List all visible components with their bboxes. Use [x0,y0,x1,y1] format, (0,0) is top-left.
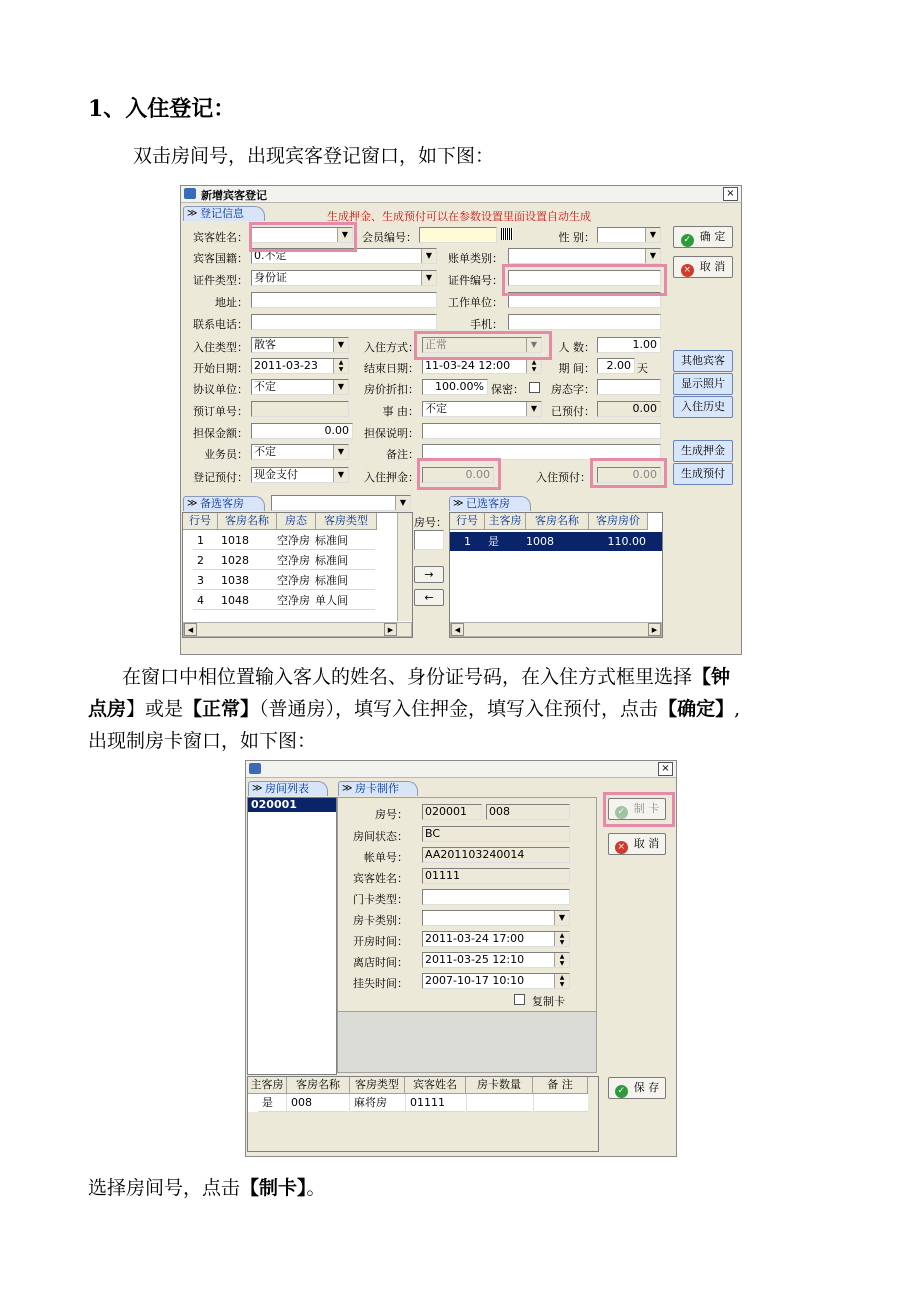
room-filter-select[interactable] [271,495,411,511]
address-label: 地址： [215,296,248,309]
guest-name-label: 宾客姓名： [353,872,408,885]
scroll-right-icon[interactable]: ▶ [648,623,661,636]
card-type-label: 门卡类型： [353,893,408,906]
highlight-make-card [603,792,675,827]
room-card-window [245,760,677,1157]
tab-label: 登记信息 [200,207,244,220]
app-icon [249,763,261,774]
tab-available-rooms[interactable] [183,496,265,511]
col-header[interactable]: 客房房价 [589,513,648,530]
guest-name-field: 01111 [422,868,570,884]
intro-paragraph: 双击房间号，出现宾客登记窗口，如下图： [133,145,495,167]
tab-label: 备选客房 [200,497,244,510]
chevron-down-icon[interactable]: ▼ [421,249,436,263]
spinner-icon[interactable]: ▲ ▼ [554,974,569,988]
chevron-down-icon[interactable]: ▼ [421,271,436,285]
show-photo-button[interactable]: 显示照片 [673,373,733,395]
reg-prepay-label: 登记预付： [193,471,248,484]
window-titlebar [246,761,676,778]
copy-card-checkbox[interactable] [514,994,525,1005]
highlight-deposit [417,458,501,490]
room-status-label: 房间状态： [353,830,408,843]
advance-label: 入住预付： [536,471,591,484]
table-cell[interactable]: 单人间 [311,591,375,610]
chevron-down-icon: ≫ [252,783,263,794]
bill-type-select[interactable] [508,248,661,264]
table-cell[interactable]: 1 [193,531,217,550]
discount-field[interactable]: 100.00% [422,379,488,395]
instruction-line-2: 点房】或是【正常】（普通房），填写入住押金，填写入住预付，点击【确定】, [88,698,741,720]
close-icon: × [681,264,694,277]
employer-label: 工作单位： [448,296,503,309]
period-unit-label: 天 [637,362,648,375]
table-cell[interactable]: 空净房 [273,591,313,610]
check-icon: ✓ [615,1085,628,1098]
member-no-field[interactable] [419,227,497,243]
list-item[interactable]: 020001 [248,798,336,812]
ok-button[interactable]: ✓ 确 定 [673,226,733,248]
table-cell[interactable]: 3 [193,571,217,590]
checkin-history-button[interactable]: 入住历史 [673,396,733,418]
close-icon[interactable]: × [658,762,673,776]
guest-name-label: 宾客姓名： [193,231,248,244]
remark-label: 备注： [386,448,419,461]
table-cell[interactable]: 01111 [405,1094,465,1112]
room-no-a-field: 020001 [422,804,482,820]
move-left-button[interactable]: ← [414,589,444,606]
col-header[interactable]: 行号 [183,513,218,530]
horizontal-scrollbar[interactable] [183,622,412,637]
final-instruction: 选择房间号，点击【制卡】。 [88,1177,326,1199]
secret-checkbox[interactable] [529,382,540,393]
secret-label: 保密： [491,383,524,396]
open-time-label: 开房时间： [353,935,408,948]
persons-field[interactable]: 1.00 [597,337,661,353]
table-cell[interactable]: 是 [258,1094,286,1112]
table-cell[interactable]: 2 [193,551,217,570]
id-no-label: 证件编号： [448,274,503,287]
table-row[interactable] [450,532,662,551]
chevron-down-icon[interactable]: ▼ [333,445,348,459]
highlight-id-number [502,264,667,296]
col-header[interactable]: 房卡数量 [466,1077,533,1094]
reason-label: 事 由： [382,405,419,418]
card-class-select[interactable] [422,910,570,926]
col-header[interactable]: 宾客姓名 [405,1077,466,1094]
chevron-down-icon[interactable]: ▼ [526,338,541,352]
col-header[interactable]: 备 注 [533,1077,588,1094]
start-date-label: 开始日期： [193,362,248,375]
room-list [247,797,337,1075]
salesman-select[interactable]: 不定 ▼ [251,444,349,460]
room-char-label: 房态字： [551,383,595,396]
table-cell[interactable]: 标准间 [311,531,375,550]
checkin-type-select[interactable]: 散客 ▼ [251,337,349,353]
bill-no-field: AA201103240014 [422,847,570,863]
copy-card-label: 复制卡 [532,995,565,1008]
open-time-field[interactable]: 2011-03-24 17:00 ▲ ▼ [422,931,570,947]
barcode-icon[interactable] [501,228,513,240]
chevron-down-icon[interactable]: ▼ [337,228,352,242]
move-right-button[interactable]: → [414,566,444,583]
chevron-down-icon[interactable]: ▼ [395,496,410,510]
phone-label: 联系电话： [193,318,248,331]
card-status-area [338,1011,596,1072]
checkin-mode-label: 入住方式： [364,341,419,354]
table-cell[interactable]: 麻将房 [349,1094,405,1112]
phone-field[interactable] [251,314,437,330]
col-header[interactable]: 客房名称 [287,1077,350,1094]
mobile-label: 手机： [470,318,503,331]
table-cell[interactable] [466,1094,532,1112]
checkin-mode-select[interactable]: 正常 ▼ [422,337,542,353]
guest-registration-window [180,185,742,655]
card-class-label: 房卡类别： [353,914,408,927]
start-date-field[interactable]: 2011-03-23 ▲ ▼ [251,358,349,374]
table-cell[interactable]: 008 [286,1094,348,1112]
reason-select[interactable]: 不定 ▼ [422,401,542,417]
agreement-select[interactable]: 不定 ▼ [251,379,349,395]
checkin-type-label: 入住类型： [193,341,248,354]
scroll-left-icon[interactable]: ◀ [451,623,464,636]
deposit-label: 入住押金： [364,471,419,484]
room-no-field[interactable] [414,530,444,550]
leave-time-field[interactable]: 2011-03-25 12:10 ▲ ▼ [422,952,570,968]
booking-no-field [251,401,349,417]
agreement-label: 协议单位： [193,383,248,396]
room-status-field: BC [422,826,570,842]
table-cell[interactable]: 1048 [217,591,275,610]
table-cell[interactable]: 4 [193,591,217,610]
table-cell[interactable]: 1008 [526,535,554,548]
table-row[interactable] [248,1094,588,1112]
deposit-field[interactable]: 0.00 [422,467,494,483]
bill-type-label: 账单类别： [448,252,503,265]
tab-label: 房卡制作 [355,782,399,795]
end-date-label: 结束日期： [364,362,419,375]
booking-no-label: 预订单号： [193,405,248,418]
table-cell[interactable]: 1038 [217,571,275,590]
col-header[interactable]: 主客房 [248,1077,287,1094]
leave-time-label: 离店时间： [353,956,408,969]
vertical-scrollbar[interactable] [397,513,412,621]
highlight-advance [590,458,667,488]
card-type-field[interactable] [422,889,570,905]
table-cell[interactable]: 空净房 [273,531,313,550]
spinner-icon[interactable]: ▲ ▼ [526,359,541,373]
table-cell[interactable]: 标准间 [311,551,375,570]
prepaid-field: 0.00 [597,401,661,417]
period-label: 期 间： [558,362,595,375]
reg-prepay-select[interactable]: 现金支付 ▼ [251,467,349,483]
period-field[interactable]: 2.00 [597,358,635,374]
salesman-label: 业务员： [204,448,248,461]
check-icon: ✓ [681,234,694,247]
make-card-button[interactable]: ✓ 制 卡 [608,798,666,820]
tab-card-making[interactable] [338,781,418,796]
prepaid-label: 已预付： [551,405,595,418]
table-cell[interactable]: 1 [464,535,471,548]
guarantee-note-label: 担保说明： [364,427,419,440]
table-cell[interactable] [533,1094,588,1112]
scroll-right-icon[interactable]: ▶ [384,623,397,636]
member-no-label: 会员编号： [362,231,417,244]
close-icon: × [615,841,628,854]
nationality-select[interactable]: 0.不定 ▼ [251,248,437,264]
mobile-field[interactable] [508,314,661,330]
save-button[interactable]: ✓ 保 存 [608,1077,666,1099]
table-cell[interactable]: 标准间 [311,571,375,590]
advance-field[interactable]: 0.00 [597,467,661,483]
bill-no-label: 帐单号： [364,851,408,864]
guarantee-note-field[interactable] [422,423,661,439]
address-field[interactable] [251,292,437,308]
lost-time-label: 挂失时间： [353,977,408,990]
table-cell[interactable]: 空净房 [273,571,313,590]
check-icon: ✓ [615,806,628,819]
chevron-down-icon: ≫ [453,498,464,509]
col-header[interactable]: 行号 [450,513,485,530]
chevron-down-icon[interactable]: ▼ [554,911,569,925]
chevron-down-icon: ≫ [342,783,353,794]
table-cell[interactable]: 1018 [217,531,275,550]
col-header[interactable]: 客房类型 [316,513,377,530]
highlight-checkin-mode [414,331,552,360]
col-header[interactable]: 客房类型 [350,1077,405,1094]
instruction-line-1: 在窗口中相位置输入客人的姓名、身份证号码，在入住方式框里选择【钟 [122,666,731,688]
table-cell[interactable]: 是 [488,535,499,548]
window-titlebar [181,186,741,203]
section-heading: 1、入住登记： [88,96,236,122]
generate-deposit-button[interactable]: 生成押金 [673,440,733,462]
room-no-b-field: 008 [486,804,570,820]
chevron-down-icon[interactable]: ▼ [645,249,660,263]
col-header[interactable]: 房态 [277,513,316,530]
selected-rooms-grid [449,512,663,638]
chevron-down-icon[interactable]: ▼ [333,468,348,482]
close-icon[interactable]: × [723,187,738,201]
cancel-button[interactable]: × 取 消 [673,256,733,278]
scroll-left-icon[interactable]: ◀ [184,623,197,636]
nationality-label: 宾客国籍： [193,252,248,265]
table-cell[interactable]: 1028 [217,551,275,570]
table-cell[interactable]: 空净房 [273,551,313,570]
end-date-field[interactable]: 11-03-24 12:00 ▲ ▼ [422,358,542,374]
horizontal-scrollbar[interactable] [450,622,662,637]
gender-label: 性 别： [558,231,595,244]
card-table [247,1076,599,1152]
tab-selected-rooms[interactable] [449,496,531,511]
chevron-down-icon[interactable]: ▼ [333,380,348,394]
tab-label: 已选客房 [466,497,510,510]
table-cell[interactable]: 110.00 [607,535,646,548]
room-no-label: 房号： [414,516,447,529]
tab-room-list[interactable] [248,781,328,796]
app-icon [184,188,196,199]
id-type-label: 证件类型： [193,274,248,287]
tab-label: 房间列表 [265,782,309,795]
lost-time-field[interactable]: 2007-10-17 10:10 ▲ ▼ [422,973,570,989]
col-header[interactable]: 客房名称 [218,513,277,530]
room-no-label: 房号： [375,808,408,821]
id-type-select[interactable]: 身份证 ▼ [251,270,437,286]
chevron-down-icon[interactable]: ▼ [333,338,348,352]
instruction-line-3: 出现制房卡窗口，如下图： [88,730,317,752]
other-guests-button[interactable]: 其他宾客 [673,350,733,372]
tab-registration-info[interactable] [183,206,265,221]
highlight-guest-name [249,222,357,252]
chevron-down-icon[interactable]: ▼ [645,228,660,242]
chevron-down-icon: ≫ [187,208,198,219]
window-title: 新增宾客登记 [201,189,267,202]
persons-label: 人 数： [558,341,595,354]
discount-label: 房价折扣： [364,383,419,396]
spinner-icon[interactable]: ▲ ▼ [333,359,348,373]
room-char-field[interactable] [597,379,661,395]
guarantee-amount-label: 担保金额： [193,427,248,440]
guarantee-amount-field[interactable]: 0.00 [251,423,353,439]
auto-generate-hint: 生成押金、生成预付可以在参数设置里面设置自动生成 [327,210,591,223]
col-header[interactable]: 客房名称 [526,513,589,530]
col-header[interactable]: 主客房 [485,513,526,530]
available-rooms-grid [182,512,413,638]
spinner-icon[interactable]: ▲ ▼ [554,953,569,967]
gender-select[interactable] [597,227,661,243]
cancel-button[interactable]: × 取 消 [608,833,666,855]
chevron-down-icon[interactable]: ▼ [526,402,541,416]
chevron-down-icon: ≫ [187,498,198,509]
generate-advance-button[interactable]: 生成预付 [673,463,733,485]
spinner-icon[interactable]: ▲ ▼ [554,932,569,946]
